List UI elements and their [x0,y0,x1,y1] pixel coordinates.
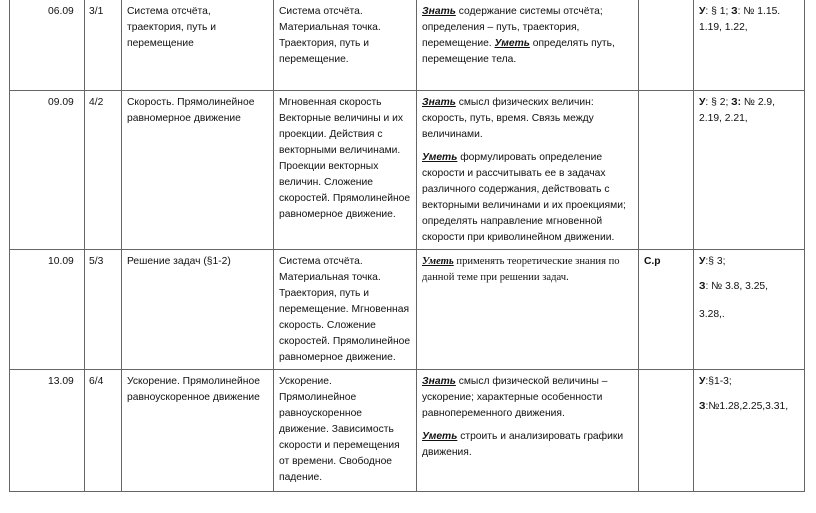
hw-textbook-text: : § 2; [705,96,732,108]
table-row [10,249,805,369]
can-text: определять путь, перемещение тела. [422,38,615,65]
hw-textbook-text: :§ 3; [705,255,726,267]
lesson-requirements [417,0,639,90]
lesson-requirements [417,249,639,369]
table-row [10,90,805,249]
hw-tasks-line [699,279,799,295]
lesson-homework [694,369,805,491]
lesson-plan-table [9,0,805,492]
lesson-requirements [417,90,639,249]
know-label: Знать [422,96,456,108]
lesson-number: 4/2 [85,90,122,249]
lesson-concepts: Система отсчёта. Материальная точка. Траектория, путь и перемещение. [274,0,417,90]
lesson-concepts: Система отсчёта. Материальная точка. Траектория, путь и перемещение. Мгновенная скорость. Сложение скоростей. Прямолинейное равномерное движение. [274,249,417,369]
lesson-control [639,90,694,249]
lesson-concepts: Мгновенная скорость Векторные величины и их проекции. Действия с векторными величинами. Проекции векторных величин. Сложение скоростей. Прямолинейное равномерное движение. [274,90,417,249]
hw-tasks-text: № 2.9, 2.19, 2.21, [699,96,776,124]
can-label: Уметь [422,430,458,442]
hw-tasks-text: :№1.28,2.25,3.31, [705,400,789,412]
can-label: Уметь [494,38,530,49]
hw-tasks-text: : № 3.8, 3.25, [705,280,769,292]
requirements-can [422,429,633,461]
know-label: Знать [422,6,456,17]
hw-textbook-line [699,254,799,270]
hw-textbook-line [699,374,799,390]
know-text: содержание системы отсчёта; определения – путь, траектория, перемещение. [422,6,603,49]
lesson-control [639,369,694,491]
hw-textbook-label: У [699,96,706,108]
hw-textbook-label: У [699,255,706,267]
requirements-can [422,150,633,246]
lesson-number: 5/3 [85,249,122,369]
hw-textbook-text: : § 1; [705,6,732,17]
lesson-number: 3/1 [85,0,122,90]
know-text: смысл физической величины – ускорение; характерные особенности равнопеременного движения. [422,375,608,419]
know-label: Знать [422,375,456,387]
lesson-topic: Решение задач (§1-2) [122,249,274,369]
can-text: формулировать определение скорости и рассчитывать ее в задачах различного содержания, действовать с векторными величинами и их проекциями; определять направление мгновенной скорости при криволинейном движении. [422,151,626,243]
requirements-text [422,4,633,68]
lesson-homework [694,0,805,90]
table-row [10,369,805,491]
hw-tasks-label: З [731,6,738,17]
lesson-homework [694,249,805,369]
hw-textbook-label: У [699,375,706,387]
lesson-control: С.р [639,249,694,369]
hw-tasks-line-2: 3.28,. [699,308,725,320]
lesson-control [639,0,694,90]
lesson-homework [694,90,805,249]
table-row [10,0,805,90]
lesson-number: 6/4 [85,369,122,491]
hw-tasks-label: З: [731,96,742,108]
lesson-date: 06.09 [10,0,85,90]
hw-tasks-text: : № 1.15. 1.19, 1.22, [699,6,781,33]
hw-tasks-line [699,399,799,415]
can-text: применять теоретические знания по данной теме при решении задач. [422,255,620,283]
hw-textbook-label: У [699,6,706,17]
hw-tasks-label: З [699,280,706,292]
lesson-topic: Ускорение. Прямолинейное равноускоренное движение [122,369,274,491]
hw-textbook-text: :§1-3; [705,375,732,387]
can-text: строить и анализировать графики движения. [422,430,624,458]
requirements-know [422,95,633,143]
lesson-requirements [417,369,639,491]
can-label: Уметь [422,255,454,267]
lesson-date: 09.09 [10,90,85,249]
requirements-know [422,374,633,422]
requirements-can [422,254,633,286]
can-label: Уметь [422,151,458,163]
lesson-topic: Скорость. Прямолинейное равномерное движение [122,90,274,249]
lesson-topic: Система отсчёта, траектория, путь и перемещение [122,0,274,90]
lesson-date: 10.09 [10,249,85,369]
lesson-concepts: Ускорение. Прямолинейное равноускоренное движение. Зависимость скорости и перемещения от времени. Свободное падение. [274,369,417,491]
hw-tasks-label: З [699,400,706,412]
lesson-date: 13.09 [10,369,85,491]
know-text: смысл физических величин: скорость, путь, время. Связь между величинами. [422,96,594,140]
